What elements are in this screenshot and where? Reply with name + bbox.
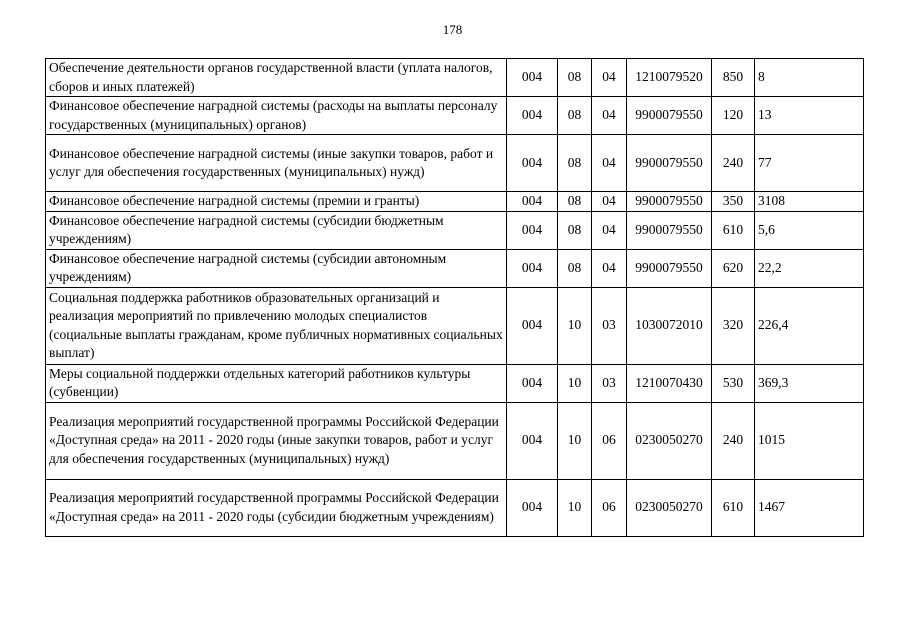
row-ministry-code: 004 (507, 211, 558, 249)
table-row (46, 402, 864, 479)
row-target-article: 9900079550 (627, 97, 712, 135)
row-subsection-code: 03 (592, 287, 627, 364)
row-target-article: 1030072010 (627, 287, 712, 364)
row-section-code: 08 (558, 249, 592, 287)
row-amount: 226,4 (755, 287, 864, 364)
row-subsection-code: 04 (592, 211, 627, 249)
row-ministry-code: 004 (507, 402, 558, 479)
table-row (46, 211, 864, 249)
row-amount: 77 (755, 135, 864, 192)
row-ministry-code: 004 (507, 364, 558, 402)
row-ministry-code: 004 (507, 135, 558, 192)
row-ministry-code: 004 (507, 97, 558, 135)
row-subsection-code: 04 (592, 249, 627, 287)
row-description: Финансовое обеспечение наградной системы (иные закупки товаров, работ и услуг для обеспечения государственных (муниципальных) нужд) (46, 135, 507, 192)
row-description: Финансовое обеспечение наградной системы (субсидии бюджетным учреждениям) (46, 211, 507, 249)
row-amount: 22,2 (755, 249, 864, 287)
row-expense-type: 350 (712, 192, 755, 212)
row-ministry-code: 004 (507, 192, 558, 212)
row-subsection-code: 04 (592, 59, 627, 97)
row-subsection-code: 04 (592, 97, 627, 135)
row-section-code: 08 (558, 135, 592, 192)
row-target-article: 1210070430 (627, 364, 712, 402)
row-section-code: 08 (558, 192, 592, 212)
row-amount: 5,6 (755, 211, 864, 249)
budget-table (45, 58, 864, 537)
row-subsection-code: 04 (592, 135, 627, 192)
row-amount: 369,3 (755, 364, 864, 402)
row-target-article: 0230050270 (627, 402, 712, 479)
row-ministry-code: 004 (507, 479, 558, 536)
row-section-code: 10 (558, 287, 592, 364)
row-expense-type: 610 (712, 211, 755, 249)
row-expense-type: 240 (712, 402, 755, 479)
row-description: Финансовое обеспечение наградной системы (расходы на выплаты персоналу государственных (муниципальных) органов) (46, 97, 507, 135)
table-row (46, 364, 864, 402)
row-description: Социальная поддержка работников образовательных организаций и реализация мероприятий по привлечению молодых специалистов (социальные выплаты гражданам, кроме публичных нормативных социальных выплат) (46, 287, 507, 364)
table-row (46, 59, 864, 97)
row-section-code: 08 (558, 59, 592, 97)
row-section-code: 10 (558, 402, 592, 479)
row-amount: 1015 (755, 402, 864, 479)
table-row (46, 479, 864, 536)
row-target-article: 0230050270 (627, 479, 712, 536)
row-section-code: 08 (558, 211, 592, 249)
row-description: Обеспечение деятельности органов государственной власти (уплата налогов, сборов и иных платежей) (46, 59, 507, 97)
table-row (46, 192, 864, 212)
table-row (46, 135, 864, 192)
row-subsection-code: 04 (592, 192, 627, 212)
row-subsection-code: 06 (592, 402, 627, 479)
row-amount: 8 (755, 59, 864, 97)
row-description: Меры социальной поддержки отдельных категорий работников культуры (субвенции) (46, 364, 507, 402)
row-section-code: 08 (558, 97, 592, 135)
row-description: Финансовое обеспечение наградной системы (субсидии автономным учреждениям) (46, 249, 507, 287)
row-description: Реализация мероприятий государственной программы Российской Федерации «Доступная среда» на 2011 - 2020 годы (иные закупки товаров, работ и услуг для обеспечения государственных (муниципальных) нужд) (46, 402, 507, 479)
table-row (46, 287, 864, 364)
table-row (46, 249, 864, 287)
row-expense-type: 850 (712, 59, 755, 97)
row-subsection-code: 06 (592, 479, 627, 536)
table-row (46, 97, 864, 135)
row-ministry-code: 004 (507, 59, 558, 97)
row-ministry-code: 004 (507, 249, 558, 287)
row-ministry-code: 004 (507, 287, 558, 364)
row-section-code: 10 (558, 479, 592, 536)
row-section-code: 10 (558, 364, 592, 402)
row-amount: 1467 (755, 479, 864, 536)
row-target-article: 9900079550 (627, 211, 712, 249)
row-expense-type: 530 (712, 364, 755, 402)
row-expense-type: 120 (712, 97, 755, 135)
row-expense-type: 610 (712, 479, 755, 536)
row-target-article: 9900079550 (627, 135, 712, 192)
page-number: 178 (442, 22, 463, 37)
row-target-article: 9900079550 (627, 249, 712, 287)
row-amount: 3108 (755, 192, 864, 212)
row-description: Финансовое обеспечение наградной системы (премии и гранты) (46, 192, 507, 212)
row-expense-type: 620 (712, 249, 755, 287)
row-target-article: 9900079550 (627, 192, 712, 212)
row-expense-type: 320 (712, 287, 755, 364)
row-subsection-code: 03 (592, 364, 627, 402)
budget-table-body (46, 59, 864, 537)
row-target-article: 1210079520 (627, 59, 712, 97)
row-description: Реализация мероприятий государственной программы Российской Федерации «Доступная среда» на 2011 - 2020 годы (субсидии бюджетным учреждениям) (46, 479, 507, 536)
row-amount: 13 (755, 97, 864, 135)
row-expense-type: 240 (712, 135, 755, 192)
